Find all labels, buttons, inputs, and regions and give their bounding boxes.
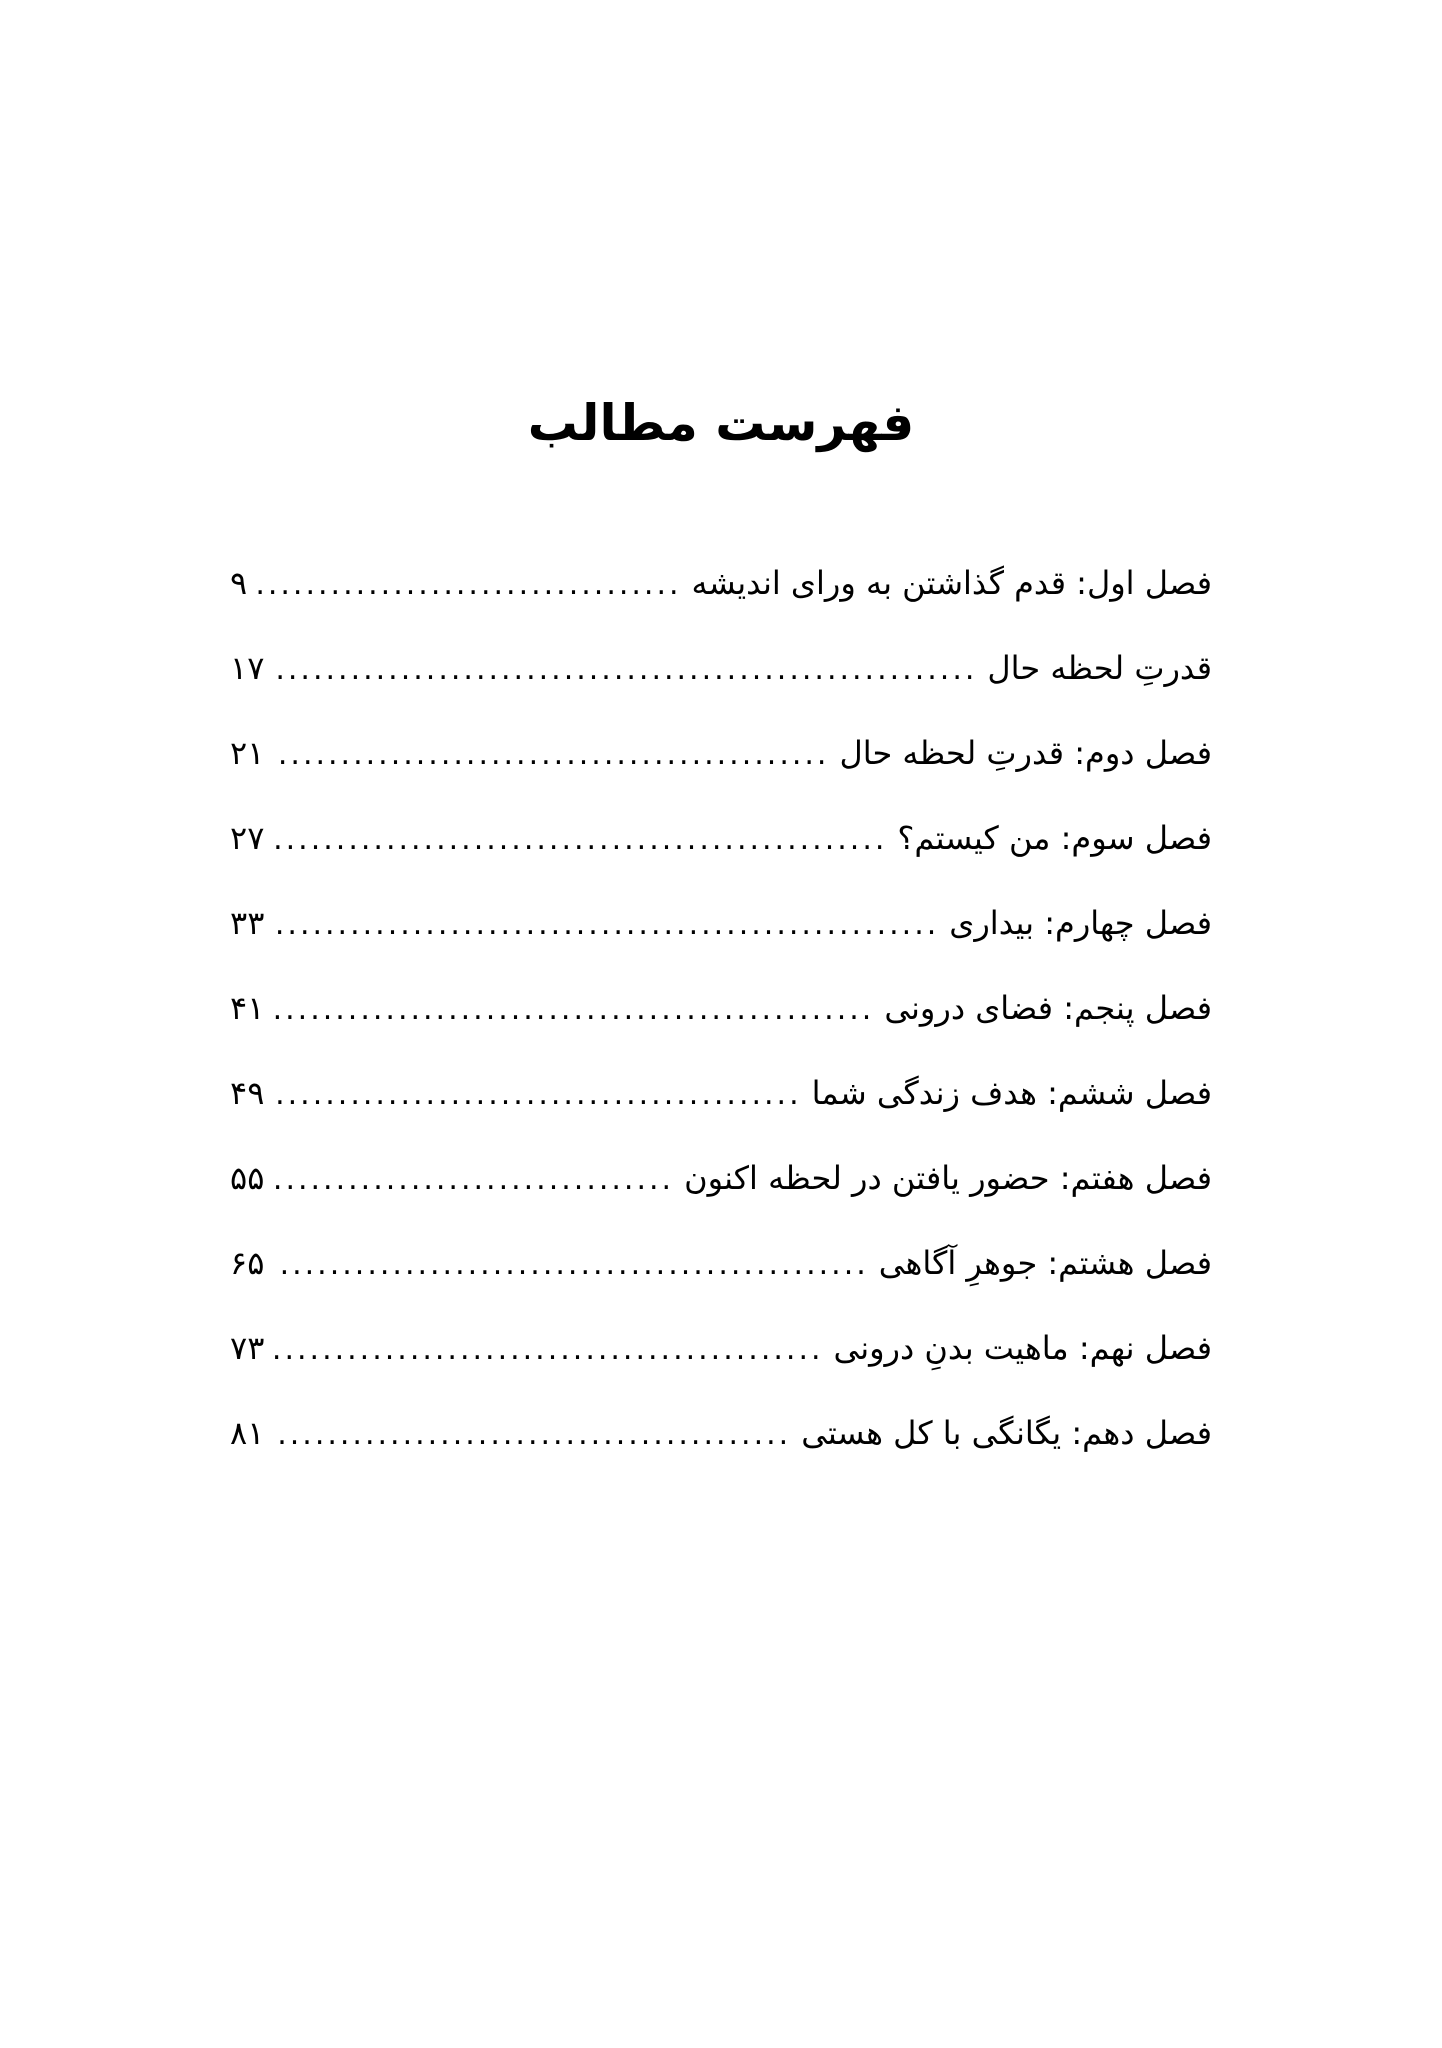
toc-entry-label: فصل ششم: هدف زندگی شما xyxy=(811,1074,1212,1112)
toc-entry xyxy=(230,819,1212,904)
toc-entry xyxy=(230,1159,1212,1244)
toc-entry-page-number: ۲۱ xyxy=(230,734,265,772)
dot-leader xyxy=(274,989,874,1027)
toc-entry-label: فصل دوم: قدرتِ لحظه حال xyxy=(839,734,1212,772)
toc-entry-label: فصل هفتم: حضور یافتن در لحظه اکنون xyxy=(684,1159,1212,1197)
dot-leader xyxy=(274,1159,674,1197)
dot-leader xyxy=(274,1329,823,1367)
toc-entry-label: فصل اول: قدم گذاشتن به ورای اندیشه xyxy=(691,564,1212,602)
toc-entry-page-number: ۴۱ xyxy=(230,989,265,1027)
toc-entry-label: فصل پنجم: فضای درونی xyxy=(884,989,1212,1027)
toc-entry-page-number: ۴۹ xyxy=(230,1074,265,1112)
toc-entry xyxy=(230,1329,1212,1414)
toc-entry-page-number: ۶۵ xyxy=(230,1244,265,1282)
toc-entry-label: فصل سوم: من کیستم؟ xyxy=(897,819,1212,857)
dot-leader xyxy=(274,819,887,857)
dot-leader xyxy=(274,1244,868,1282)
dot-leader xyxy=(274,734,829,772)
toc-entry xyxy=(230,649,1212,734)
toc-entry-page-number: ۱۷ xyxy=(230,649,265,687)
toc-entry-page-number: ۹ xyxy=(230,564,248,602)
dot-leader xyxy=(274,1414,791,1452)
dot-leader xyxy=(274,904,939,942)
toc-entry xyxy=(230,1414,1212,1499)
toc-entry-label: فصل دهم: یگانگی با کل هستی xyxy=(801,1414,1212,1452)
toc-entry-page-number: ۲۷ xyxy=(230,819,265,857)
toc-entry-page-number: ۵۵ xyxy=(230,1159,265,1197)
toc-entry-label: فصل نهم: ماهیت بدنِ درونی xyxy=(833,1329,1212,1367)
toc-entry xyxy=(230,1074,1212,1159)
toc-entry xyxy=(230,989,1212,1074)
toc-list xyxy=(230,564,1212,1499)
dot-leader xyxy=(257,564,681,602)
toc-entry xyxy=(230,564,1212,649)
toc-entry xyxy=(230,734,1212,819)
toc-entry xyxy=(230,904,1212,989)
dot-leader xyxy=(274,1074,801,1112)
toc-entry-page-number: ۸۱ xyxy=(230,1414,265,1452)
toc-entry-label: قدرتِ لحظه حال xyxy=(987,649,1212,687)
toc-entry-page-number: ۳۳ xyxy=(230,904,265,942)
toc-entry xyxy=(230,1244,1212,1329)
toc-entry-label: فصل چهارم: بیداری xyxy=(949,904,1212,942)
page-title: فهرست مطالب xyxy=(527,394,915,452)
dot-leader xyxy=(274,649,977,687)
toc-entry-label: فصل هشتم: جوهرِ آگاهی xyxy=(878,1244,1212,1282)
toc-entry-page-number: ۷۳ xyxy=(230,1329,265,1367)
